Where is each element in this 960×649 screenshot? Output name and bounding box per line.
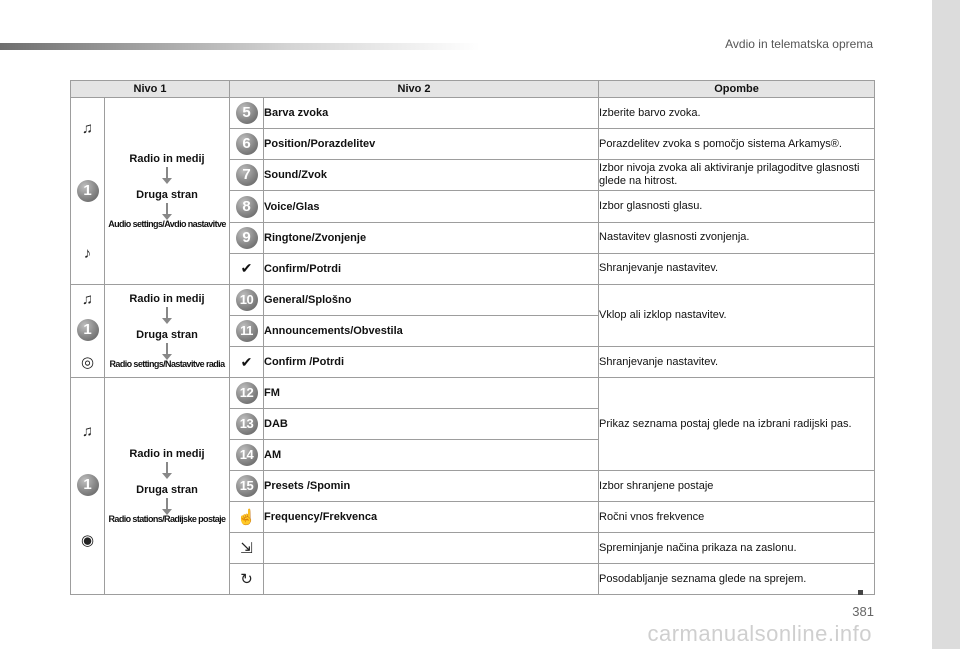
arrow-down-icon: [166, 167, 168, 179]
path-radio-stations: Radio stations/Radijske postaje: [108, 514, 226, 524]
table-row: [71, 378, 875, 409]
table-header-row: [71, 81, 875, 98]
radio-settings-icon: ◎: [80, 354, 95, 372]
table-row: [71, 98, 875, 129]
option-label: [264, 533, 599, 564]
option-label: Announcements/Obvestila: [264, 316, 599, 347]
page-number: 381: [852, 604, 874, 619]
music-note-icon: ♫: [81, 119, 94, 137]
path-second-page: Druga stran: [136, 484, 198, 496]
option-note: Izbor nivoja zvoka ali aktiviranje prilagoditve glasnosti glede na hitrost.: [599, 160, 875, 191]
step-marker: 8: [236, 196, 258, 218]
option-label: DAB: [264, 409, 599, 440]
path-audio-settings: Audio settings/Avdio nastavitve: [108, 219, 226, 229]
option-label: FM: [264, 378, 599, 409]
level1-path-cell: [105, 285, 230, 378]
header-nivo-1: Nivo 1: [71, 81, 230, 98]
option-note: Porazdelitev zvoka s pomočjo sistema Arkamys®.: [599, 129, 875, 160]
option-note: Izbor shranjene postaje: [599, 471, 875, 502]
music-settings-icon: ♪: [83, 245, 92, 263]
step-marker: 11: [236, 320, 258, 342]
music-note-icon: ♫: [81, 290, 94, 308]
option-label: Ringtone/Zvonjenje: [264, 222, 599, 253]
option-label: Confirm/Potrdi: [264, 253, 599, 284]
path-radio-media: Radio in medij: [129, 448, 205, 460]
step-marker: 6: [236, 133, 258, 155]
step-marker: 12: [236, 382, 258, 404]
step-marker: 13: [236, 413, 258, 435]
option-label: Confirm /Potrdi: [264, 347, 599, 378]
path-second-page: Druga stran: [136, 189, 198, 201]
option-note: Vklop ali izklop nastavitev.: [599, 285, 875, 347]
page-edge-tab: [932, 0, 960, 649]
option-label: Presets /Spomin: [264, 471, 599, 502]
step-marker: 15: [236, 475, 258, 497]
checkmark-icon: ✔: [240, 353, 253, 370]
display-mode-icon: ⇲: [240, 540, 253, 557]
option-note: Shranjevanje nastavitev.: [599, 253, 875, 284]
music-note-icon: ♫: [81, 423, 94, 441]
step-marker: 14: [236, 444, 258, 466]
option-label: Position/Porazdelitev: [264, 129, 599, 160]
path-radio-media: Radio in medij: [129, 153, 205, 165]
step-marker: 1: [77, 180, 99, 202]
level1-icons-cell: [71, 285, 105, 378]
option-label: [264, 564, 599, 595]
option-note: Shranjevanje nastavitev.: [599, 347, 875, 378]
option-label: Frequency/Frekvenca: [264, 502, 599, 533]
option-label: Barva zvoka: [264, 98, 599, 129]
arrow-down-icon: [166, 498, 168, 510]
option-note: Spreminjanje načina prikaza na zaslonu.: [599, 533, 875, 564]
radio-stations-icon: ◉: [80, 531, 95, 549]
option-note: Izbor glasnosti glasu.: [599, 191, 875, 222]
settings-table: [70, 80, 875, 595]
refresh-icon: ↻: [240, 571, 253, 588]
path-radio-media: Radio in medij: [129, 293, 205, 305]
arrow-down-icon: [166, 462, 168, 474]
step-marker: 9: [236, 227, 258, 249]
checkmark-icon: ✔: [240, 260, 253, 277]
option-label: AM: [264, 440, 599, 471]
step-marker: 10: [236, 289, 258, 311]
watermark-text: carmanualsonline.info: [647, 621, 872, 646]
option-note: Prikaz seznama postaj glede na izbrani radijski pas.: [599, 378, 875, 471]
page-mark: [858, 590, 863, 595]
option-label: Sound/Zvok: [264, 160, 599, 191]
step-marker: 5: [236, 102, 258, 124]
option-note: Posodabljanje seznama glede na sprejem.: [599, 564, 875, 595]
touch-hand-icon: ☝: [237, 509, 256, 526]
arrow-down-icon: [166, 343, 168, 355]
level1-icons-cell: [71, 378, 105, 595]
arrow-down-icon: [166, 203, 168, 215]
level1-path-cell: [105, 378, 230, 595]
option-label: Voice/Glas: [264, 191, 599, 222]
path-radio-settings: Radio settings/Nastavitve radia: [109, 359, 225, 369]
level1-path-cell: [105, 98, 230, 285]
header-opombe: Opombe: [599, 81, 875, 98]
step-marker: 7: [236, 164, 258, 186]
arrow-down-icon: [166, 307, 168, 319]
option-note: Ročni vnos frekvence: [599, 502, 875, 533]
header-nivo-2: Nivo 2: [230, 81, 599, 98]
table-row: [71, 285, 875, 316]
page-header-title: Avdio in telematska oprema: [725, 37, 873, 51]
path-second-page: Druga stran: [136, 329, 198, 341]
step-marker: 1: [77, 319, 99, 341]
option-label: General/Splošno: [264, 285, 599, 316]
step-marker: 1: [77, 474, 99, 496]
header-gradient-bar: [0, 43, 480, 50]
level1-icons-cell: [71, 98, 105, 285]
option-note: Nastavitev glasnosti zvonjenja.: [599, 222, 875, 253]
option-note: Izberite barvo zvoka.: [599, 98, 875, 129]
